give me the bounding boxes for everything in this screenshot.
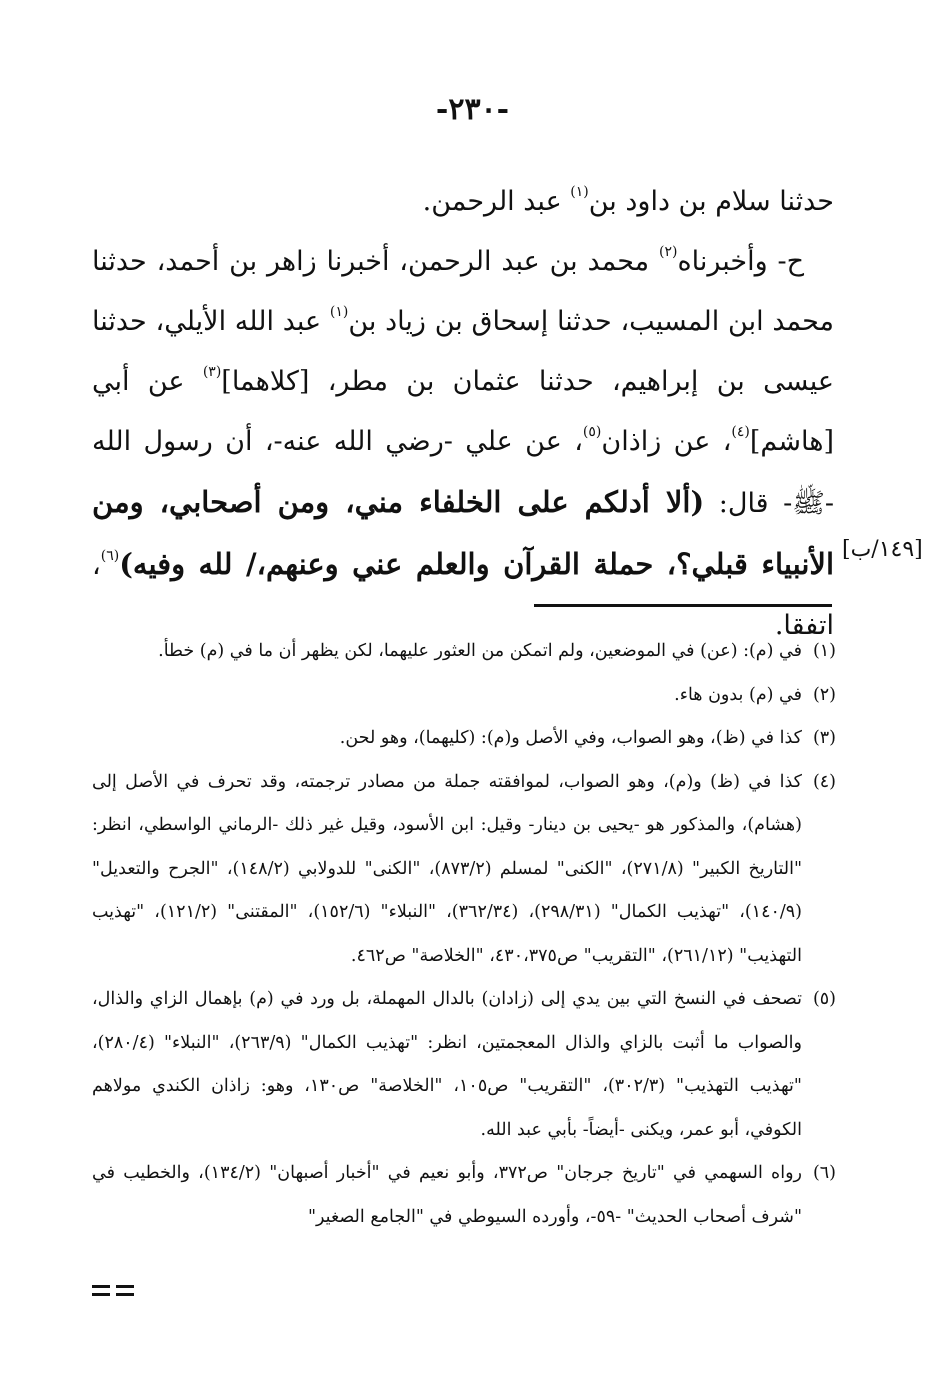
footnote-text: كذا في (ظ)، وهو الصواب، وفي الأصل و(م): (كليهما)، وهو لحن. — [339, 728, 802, 748]
footnote-ref: (٣) — [202, 364, 222, 380]
text-run: عن أبي [هاشم] — [92, 366, 834, 457]
footnote-number: (٤) — [812, 771, 836, 792]
manuscript-folio-note: [١٤٩/ب] — [842, 537, 923, 562]
continuation-bar — [92, 1293, 110, 1296]
footnote-item — [92, 761, 836, 979]
paragraph-2 — [92, 232, 834, 656]
footnote-number: (١) — [812, 641, 836, 661]
footnote-text: رواه السهمي في "تاريخ جرجان" ص٣٧٢، وأبو نعيم في "أخبار أصبهان" (١٣٤/٢)، والخطيب في "شرف أصحاب الحديث" -٥٩-، وأورده السيوطي في "الجامع الصغير" — [92, 1163, 802, 1227]
footnote-ref: (١) — [329, 304, 349, 320]
text-run: حدثنا سلام بن داود بن — [588, 186, 834, 217]
footnote-number: (٢) — [812, 684, 836, 705]
text-run: عبد الرحمن. — [422, 186, 571, 217]
footnote-ref: (٤) — [731, 424, 750, 440]
continuation-bar — [92, 1285, 110, 1288]
footnote-number: (٥) — [812, 989, 836, 1009]
footnote-number: (٣) — [812, 728, 836, 748]
continuation-mark — [92, 1282, 140, 1300]
footnote-text: في (م) بدون هاء. — [674, 684, 802, 705]
text-run: ح- وأخبرناه — [677, 246, 804, 277]
footnote-ref: (٦) — [100, 548, 120, 564]
footnote-item — [92, 1152, 836, 1239]
footnote-item — [92, 674, 836, 718]
footnote-item — [92, 717, 836, 761]
continuation-bar — [116, 1285, 134, 1288]
text-run: ، عن زاذان — [601, 426, 732, 457]
footnote-ref: (٥) — [582, 424, 602, 440]
footnote-text: كذا في (ظ) و(م)، وهو الصواب، لموافقته جملة من مصادر ترجمته، وقد تحرف في الأصل إلى (هشام)، والمذكور هو -يحيى بن دينار- وقيل: ابن الأسود، وقيل غير ذلك -الرماني الواسطي، انظر: "التاريخ الكبير" (٢٧١/٨)، "الكنى" لمسلم (٨٧٣/٢)، "الكنى" للدولابي (١٤٨/٢)، "الجرح والتعديل" (١٤٠/٩)، "تهذيب الكمال" (٢٩٨/٣١)، (٣٦٢/٣٤)، "النبلاء" (١٥٢/٦)، "المقتنى" (١٢١/٢)، "تهذيب التهذيب" (٢٦١/١٢)، "التقريب" ص٤٣٠،٣٧٥، "الخلاصة" ص٤٦٢. — [92, 771, 802, 966]
page-number: -٢٣٠- — [435, 92, 510, 127]
footnote-text: في (م): (عن) في الموضعين، ولم اتمكن من العثور عليهما، لكن يظهر أن ما في (م) خطأ. — [158, 641, 802, 661]
footnote-ref: (٢) — [658, 244, 678, 260]
footnote-item — [92, 630, 836, 674]
text-run: ، عن علي -رضي الله عنه-، أن رسول الله -ﷺ- قال: — [92, 426, 834, 519]
footnote-number: (٦) — [812, 1163, 836, 1183]
continuation-bar — [116, 1293, 134, 1296]
text-run: عبد الله الأيلي، حدثنا عيسى بن إبراهيم، حدثنا عثمان بن مطر، [كلاهما] — [92, 306, 834, 397]
footnote-divider — [534, 604, 832, 607]
text-run: محمد بن عبد الرحمن، أخبرنا زاهر بن أحمد، حدثنا محمد ابن المسيب، حدثنا إسحاق بن زياد بن — [92, 246, 834, 337]
hadith-text: (ألا أدلكم على الخلفاء مني، ومن أصحابي، ومن الأنبياء قبلي؟، حملة القرآن والعلم عني وعنهم،/ لله وفيه) — [92, 485, 834, 581]
main-text — [92, 172, 834, 656]
text-run: ، اتفقا. — [92, 550, 834, 641]
footnote-item — [92, 978, 836, 1152]
paragraph-1 — [92, 172, 834, 232]
footnote-ref: (١) — [570, 184, 589, 200]
footnote-text: تصحف في النسخ التي بين يدي إلى (زادان) بالدال المهملة، بل ورد في (م) بإهمال الزاي والذال، والصواب ما أثبت بالزاي والذال المعجمتين، انظر: "تهذيب الكمال" (٢٦٣/٩)، "النبلاء" (٢٨٠/٤)، "تهذيب التهذيب" (٣٠٢/٣)، "التقريب" ص١٠٥، "الخلاصة" ص١٣٠، وهو: زاذان الكندي مولاهم الكوفي، أبو عمر، ويكنى -أيضاً- بأبي عبد الله. — [92, 989, 802, 1140]
footnotes — [92, 630, 836, 1239]
